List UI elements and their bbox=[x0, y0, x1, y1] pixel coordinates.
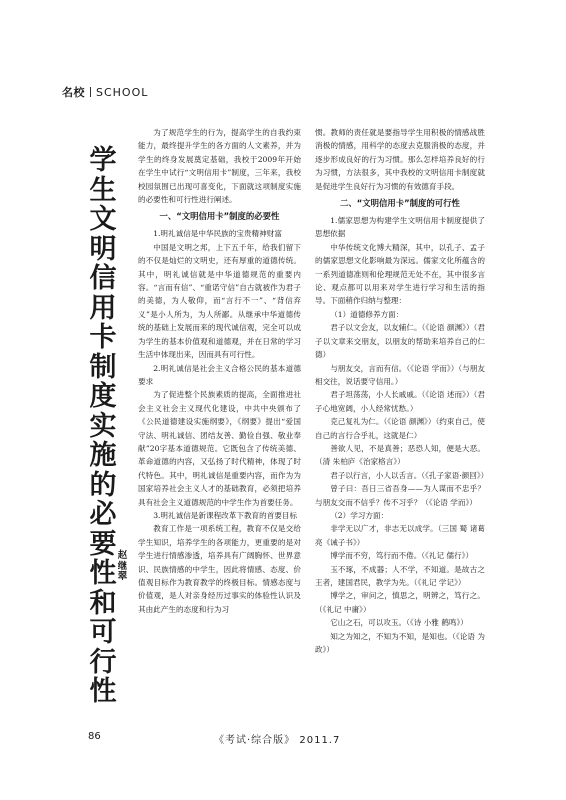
quote: 君子以文会友，以友辅仁。（《论语 颜渊》）（君子以文章来交朋友，以朋友的帮助来培养自己的仁德） bbox=[315, 323, 485, 360]
paragraph: 中华传统文化博大精深，其中，以孔子、孟子的儒家思想文化影响最为深远。儒家文化所蕴含的一系列道德准则和伦理规范无处不在，其中很多言论、观点都可以用来对学生进行学习和生活的指导。下面稍作归纳与整理： bbox=[315, 242, 485, 306]
quote: 博学之，审问之，慎思之，明辨之，笃行之。（《礼记 中庸》） bbox=[315, 591, 485, 614]
header-brand: 名校 bbox=[62, 86, 85, 99]
article-author: 赵继翠 bbox=[117, 550, 128, 582]
subheading-1: 1.儒家思想为构建学生文明信用卡制度提供了思想依据 bbox=[315, 216, 485, 239]
intro-paragraph: 为了规范学生的行为，提高学生的自我约束能力，最终提升学生的各方面的人文素养，并为学生的终身发展奠定基础，我校于2009年开始在学生中试行“文明信用卡”制度，三年来，我校校园氛围已出现可喜变化，下面就这项制度实施的必要性和可行性进行阐述。 bbox=[138, 128, 301, 205]
quote: 玉不琢，不成器；人不学，不知道。是故古之王者，建国君民，教学为先。（《礼记 学记》） bbox=[315, 564, 485, 587]
quote: 非学无以广才，非志无以成学。（三国 蜀 诸葛亮《诫子书》） bbox=[315, 524, 485, 547]
section-header bbox=[62, 84, 148, 100]
quote: 善欲人见，不是真善；恶恐人知，便是大恶。（清 朱柏庐《治家格言》） bbox=[315, 443, 485, 467]
header-divider bbox=[90, 87, 91, 97]
quote: 知之为知之，不知为不知，是知也。（《论语 为政》） bbox=[315, 631, 485, 655]
journal-issue: 《考试·综合版》 2011.7 bbox=[214, 735, 341, 746]
header-english: SCHOOL bbox=[96, 86, 149, 99]
quote: 曾子曰：吾日三省吾身——为人谋而不忠乎？与朋友交而不信乎？传不习乎？（《论语 学而》） bbox=[315, 484, 485, 507]
subheading-1: 1.明礼诚信是中华民族的宝贵精神财富 bbox=[153, 229, 282, 239]
list-heading-study: （2）学习方面： bbox=[330, 510, 389, 520]
quote: 君子以行言，小人以舌言。（《孔子家语·颜回》） bbox=[330, 470, 489, 480]
paragraph-continued: 惯。教师的责任就是要指导学生用积极的情感战胜消极的情感，用科学的态度去克服消极的态度，并逐步形成良好的行为习惯。那么怎样培养良好的行为习惯，方法很多，其中我校的文明信用卡制度就是促进学生良好行为习惯的有效德育手段。 bbox=[315, 128, 485, 191]
right-column bbox=[315, 126, 489, 656]
quote: 君子坦荡荡，小人长戚戚。（《论语 述而》）（君子心地宽阔，小人经常忧愁。） bbox=[315, 390, 485, 413]
paragraph: 教育工作是一项系统工程，教育不仅是交给学生知识，培养学生的各项能力，更重要的是对学生进行情感渗透，培养具有广阔胸怀、世界意识、民族情感的中学生，因此将情感、态度、价值观目标作为教育教学的终极目标。情感态度与价值观，是人对亲身经历过事实的体验性认识及其由此产生的态度和行为习 bbox=[138, 524, 301, 614]
page-number: 86 bbox=[88, 731, 101, 742]
left-column bbox=[138, 126, 301, 616]
article-title: 学生文明信用卡制度实施的必要性和可行性 bbox=[89, 145, 117, 707]
quote: 与朋友交，言而有信。（《论语 学而》）（与朋友相交往，说话要守信用。） bbox=[315, 363, 485, 386]
paragraph: 中国是文明之邦，上下五千年，给我们留下的不仅是灿烂的文明史，还有厚重的道德传统。其中，明礼诚信就是中华道德规范的重要内容。“言而有信”、“重诺守信”自古就被作为君子的美德，为人敬仰，而“言行不一”、“背信弃义”是小人所为，为人所鄙。从继承中华道德传统的基础上发展而来的现代诚信观，完全可以成为学生的基本价值观和道德观，并在日常的学习生活中体现出来，因而具有可行性。 bbox=[138, 242, 301, 360]
subheading-2: 2.明礼诚信是社会主义合格公民的基本道德要求 bbox=[138, 363, 301, 386]
list-heading-morality: （1）道德修养方面： bbox=[330, 309, 404, 319]
quote: 它山之石，可以攻玉。（《诗 小雅 鹤鸣》） bbox=[330, 618, 468, 628]
quote: 克己复礼为仁。（《论语 颜渊》）（约束自己，使自己的言行合乎礼，这就是仁） bbox=[315, 417, 485, 440]
section-heading-necessity: 一、“文明信用卡”制度的必要性 bbox=[159, 211, 280, 222]
paragraph: 为了促进整个民族素质的提高，全面推进社会主义社会主义现代化建设，中共中央颁布了《公民道德建设实施纲要》，《纲要》提出“爱国守法、明礼诚信、团结友善、勤俭自强、敬业奉献”20字基本道德规范。它既包含了传统美德、革命道德的内容，又弘扬了时代精神，体现了时代特色。其中，明礼诚信是重要内容，而作为为国家培养社会主义人才的基础教育，必须把培养具有社会主义道德规范的中学生作为首要任务。 bbox=[138, 390, 301, 507]
section-heading-feasibility: 二、“文明信用卡”制度的可行性 bbox=[340, 198, 460, 209]
quote: 博学而不穷，笃行而不倦。（《礼记 儒行》） bbox=[330, 551, 474, 561]
subheading-3: 3.明礼诚信是新课程改革下教育的首要目标 bbox=[153, 510, 298, 520]
